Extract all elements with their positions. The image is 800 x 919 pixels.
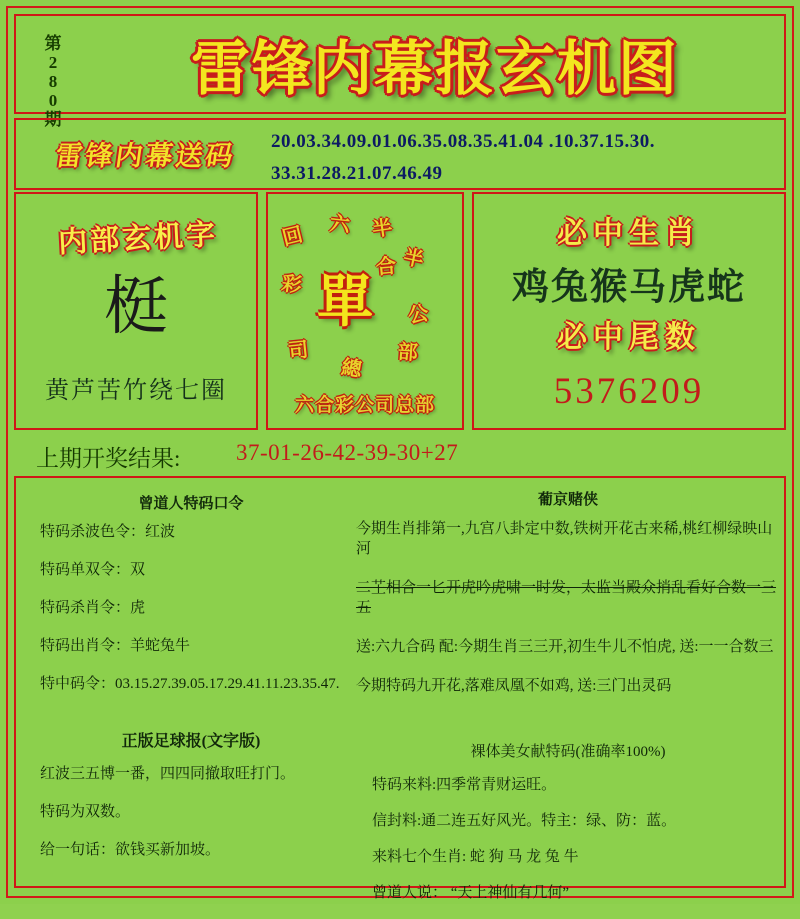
right-section-title: 葡京赌侠 — [537, 492, 598, 508]
scatter-char-2: 半 — [370, 214, 394, 242]
left-item-4: 特中码令：03.15.27.39.05.17.29.41.11.23.35.47. — [40, 676, 340, 692]
issue-char-2: 8 — [48, 72, 58, 91]
zodiac-list: 鸡兔猴马虎蛇 — [512, 264, 746, 308]
scatter-char-1: 六 — [328, 211, 352, 237]
number-band-label: 雷锋内幕送码 — [53, 141, 238, 172]
left-section2-title: 正版足球报(文字版) — [121, 733, 261, 750]
right-footer-item-0: 特码来料:四季常青财运旺。 — [372, 777, 557, 793]
right-item-2: 送:六九合码 配:今期生肖三三开,初生牛儿不怕虎, 送:一一合数三 — [356, 639, 774, 655]
right-item-3: 今期特码九开花,落难凤凰不如鸡, 送:三门出灵码 — [356, 678, 672, 694]
number-line-2: 33.31.28.21.07.46.49 — [271, 163, 443, 184]
panel-right-heading-2: 必中尾数 — [557, 320, 701, 355]
issue-char-1: 2 — [48, 53, 58, 72]
issue-number — [36, 34, 70, 129]
left-item-3: 特码出肖令：羊蛇兔牛 — [40, 638, 191, 654]
issue-char-3: 0 — [48, 91, 58, 110]
issue-char-4: 期 — [44, 110, 62, 129]
right-footer-item-2: 来料七个生肖: 蛇 狗 马 龙 兔 牛 — [372, 849, 579, 865]
right-item-0: 今期生肖排第一,九宫八卦定中数,铁树开花古来稀,桃红柳绿映山河 — [356, 521, 773, 557]
last-draw-result — [14, 432, 786, 474]
panel-left-heading: 内部玄机字 — [57, 216, 219, 260]
right-footer-item-3: 曾道人说： “天上神仙有几何” — [372, 885, 570, 901]
tail-number-list: 5376209 — [553, 371, 705, 412]
left-item-2: 特码杀肖令：虎 — [40, 600, 146, 616]
issue-char-0: 第 — [44, 34, 62, 53]
left-item-0: 特码杀波色令：红波 — [40, 524, 176, 540]
panel-inner-secret — [14, 192, 258, 430]
panel-zodiac — [472, 192, 786, 430]
result-value: 37-01-26-42-39-30+27 — [236, 440, 459, 465]
result-label: 上期开奖结果: — [36, 446, 181, 471]
scatter-char-6: 公 — [406, 300, 431, 328]
left-item-1: 特码单双令：双 — [40, 562, 146, 578]
left-section2-item-1: 特码为双数。 — [40, 804, 131, 820]
panel-center-big-char: 單 — [317, 269, 373, 335]
right-column — [356, 484, 780, 919]
left-section-title: 曾道人特码口令 — [138, 496, 244, 512]
panel-left-footer: 黄芦苦竹绕七圈 — [45, 378, 227, 404]
scatter-char-3: 半 — [401, 244, 426, 272]
panel-center-graphic — [266, 192, 464, 430]
title-band — [14, 14, 786, 129]
right-note: 裸体美女献特码(准确率100%) — [470, 744, 666, 760]
number-band — [14, 118, 786, 190]
number-line-1: 20.03.34.09.01.06.35.08.35.41.04 .10.37.15.30. — [271, 131, 655, 152]
page-title: 雷锋内幕报玄机图 — [190, 34, 679, 103]
scatter-char-4: 合 — [375, 253, 398, 279]
scatter-char-0: 回 — [279, 221, 305, 251]
bottom-content — [14, 476, 786, 901]
number-band-values — [271, 126, 776, 190]
panel-left-big-char: 梃 — [104, 270, 168, 344]
scatter-char-9: 部 — [397, 339, 419, 365]
panel-row — [14, 192, 786, 430]
right-item-1: 二芏相合一匕开虎吟虎啸一时发，太监当殿众捎乱看好合数一三五 — [356, 580, 777, 616]
right-footer-item-1: 信封料:通二连五好风光。特主：绿、防：蓝。 — [372, 813, 677, 829]
left-column — [26, 484, 356, 879]
scatter-char-5: 彩 — [280, 270, 304, 298]
panel-right-heading: 必中生肖 — [557, 216, 701, 251]
left-section2-item-2: 给一句话：欲钱买新加坡。 — [40, 842, 221, 858]
left-section2-item-0: 红波三五博一番，四四同撤取旺打门。 — [40, 766, 296, 782]
scatter-char-8: 總 — [339, 354, 364, 382]
scatter-char-7: 司 — [286, 337, 310, 363]
panel-center-footer: 六合彩公司总部 — [294, 394, 435, 416]
